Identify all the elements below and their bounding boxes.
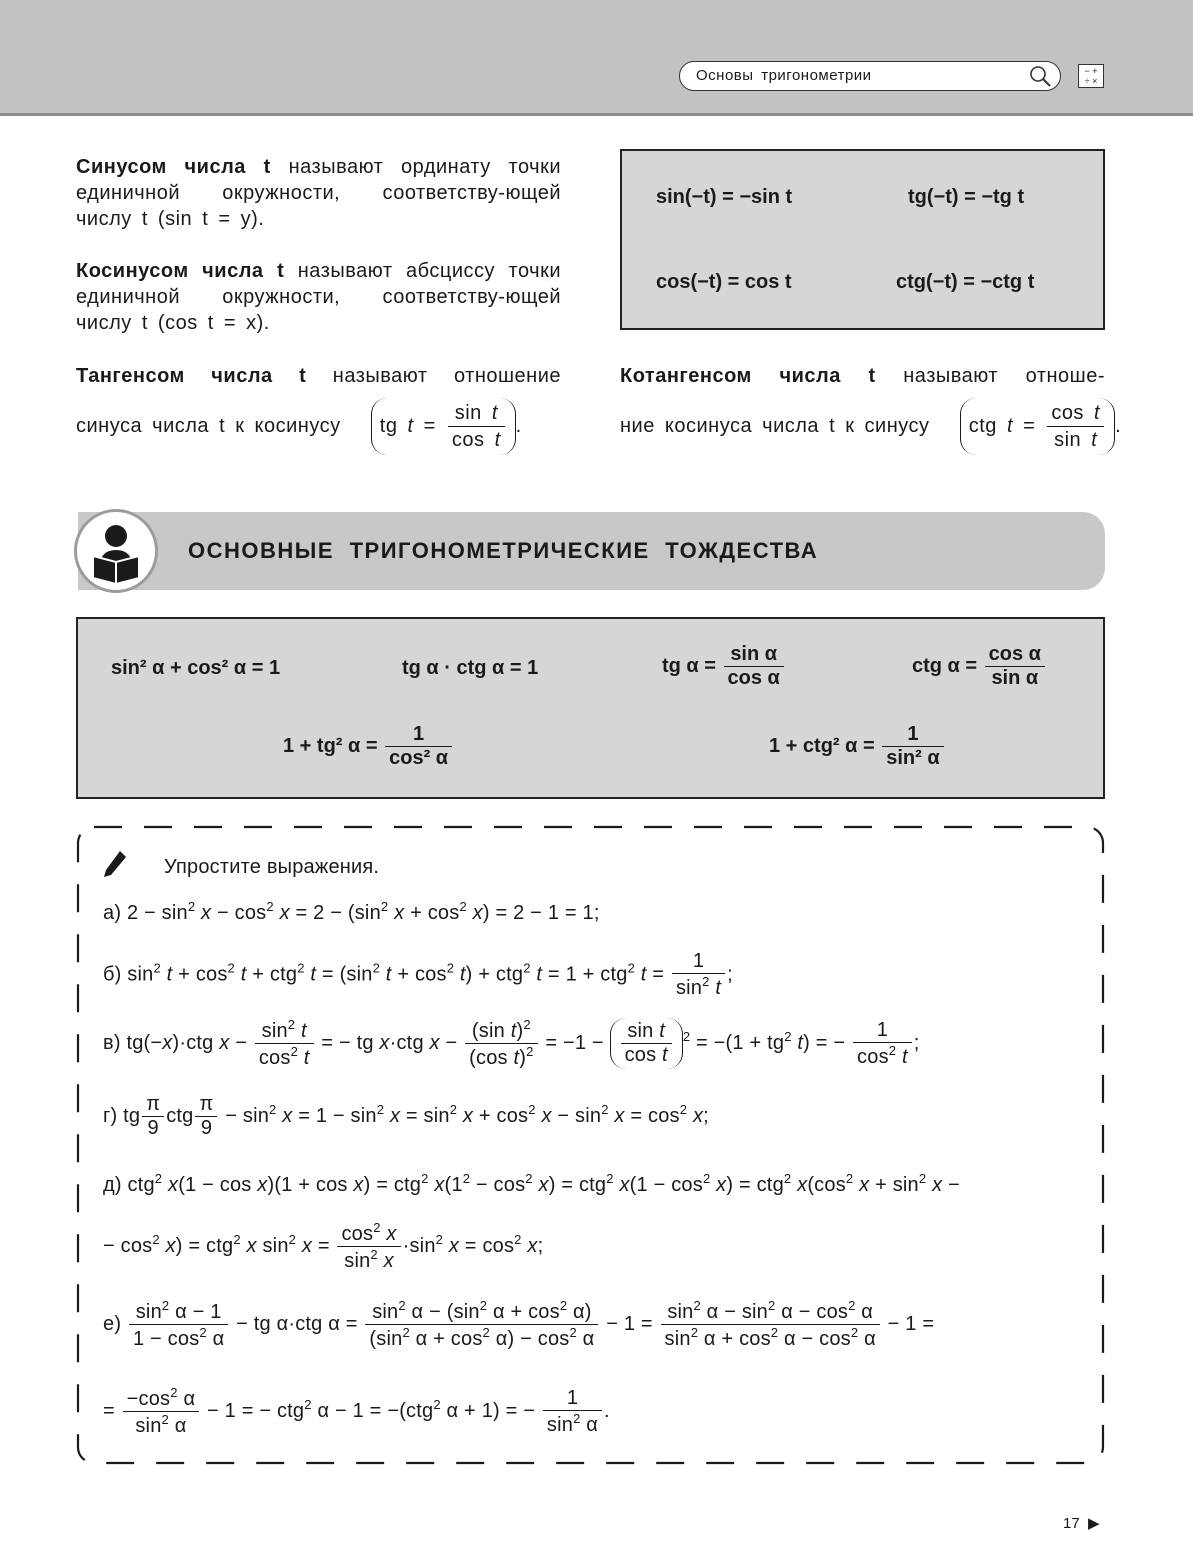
exercise-d: д) ctg$^2$ x(1 − cos x)(1 + cos x) = ctg$^2$ $x(1^2 - \cos^2 x) = ctg^2$ $x(1 - \cos^2 x) = ctg^2$ $x(\cos^2$ $x + \sin^2 x$ − — [103, 1171, 960, 1196]
tg-definition-2: синуса числа t к косинусу tg t = $\frac{\text{sin t}}{\text{cos t}}$ . — [76, 398, 576, 455]
identity-3: tg α = $\frac{\text{sin α}}{\text{cos α}}$ — [662, 643, 786, 690]
exercise-g: г) tg $\frac{\pi}{9}$ ctg $\frac{\pi}{9}$ − $\sin^2 x = 1 - \sin^2 x = \sin^2 x + \cos^2 x - \sin^2 x = \cos^2 x$; — [103, 1093, 709, 1139]
search-bar[interactable] — [679, 61, 1061, 91]
parity-cos: cos(−t) = cos t — [656, 271, 792, 293]
pencil-icon — [102, 849, 128, 879]
identities-box — [76, 617, 1105, 799]
page-number: 17 ▶ — [1063, 1515, 1100, 1532]
parity-tg: tg(−t) = −tg t — [908, 186, 1025, 208]
section-title: ОСНОВНЫЕ ТРИГОНОМЕТРИЧЕСКИЕ ТОЖДЕСТВА — [188, 538, 819, 563]
exercise-d-2: − $\cos^2 x) = ctg^2$ x $\sin^2 x$ = $\frac{\cos^2 x}{\sin^2 x}$ $\cdot\sin^2$ $x = \cos^2 x$; — [103, 1220, 544, 1272]
exercise-e: е) $\frac{\sin^2 \alpha - 1}{1 - \cos^2 \alpha}$ − tg α·ctg α = $\frac{\sin^2 \alpha - (\sin^2 \alpha + \cos^2 \alpha)}{(\sin^2 \alpha + \cos^2 \alpha) - \cos^2 \alpha}$ − 1 = $\frac{\sin^2 \alpha - \sin^2 \alpha - \cos^2 \alpha}{\sin^2 \alpha + \cos^2 \alpha - \cos^2 \alpha}$ − 1 = — [103, 1298, 935, 1350]
search-text: Основы тригонометрии — [696, 67, 872, 84]
sin-definition: Синусом числа t называют ординату точки единичной окружности, соответству-ющей числу t (sin t = y). — [76, 156, 561, 230]
reader-icon — [74, 509, 158, 593]
cos-definition: Косинусом числа t называют абсциссу точки единичной окружности, соответству-ющей числу t (cos t = x). — [76, 260, 561, 334]
identity-2: tg α · ctg α = 1 — [402, 657, 539, 679]
identity-4: ctg α = $\frac{\text{cos α}}{\text{sin α}}$ — [912, 643, 1047, 690]
exercise-b: б) $\sin^2 t + \cos^2 t + ctg^2$ $t = (\sin^2$ $t + \cos^2 t) + ctg^2$ t = 1 + ctg$^2$ t = $\frac{1}{\sin^2 t}$ ; — [103, 950, 733, 999]
calculator-icon[interactable]: − + ÷ × — [1078, 64, 1104, 88]
parity-sin: sin(−t) = −sin t — [656, 186, 793, 208]
tg-definition: Тангенсом числа t называют отношение — [76, 365, 562, 387]
top-bar — [0, 0, 1193, 116]
identity-1: sin² α + cos² α = 1 — [111, 657, 281, 679]
identity-6: 1 + ctg² α = $\frac{1}{\text{sin² α}}$ — [769, 723, 946, 770]
ctg-definition-2: ние косинуса числа t к синусу ctg t = $\frac{\text{cos t}}{\text{sin t}}$ . — [620, 398, 1140, 455]
task-title: Упростите выражения. — [164, 856, 380, 878]
search-icon[interactable] — [1028, 64, 1052, 88]
exercise-block — [76, 825, 1105, 1465]
exercise-a: а) $2 - \sin^2 x - \cos^2 x = 2 - (\sin^2$ $x + \cos^2 x) = 2 - 1 = 1$; — [103, 899, 600, 924]
parity-ctg: ctg(−t) = −ctg t — [896, 271, 1035, 293]
identity-5: 1 + tg² α = $\frac{1}{\text{cos² α}}$ — [283, 723, 454, 770]
ctg-definition: Котангенсом числа t называют отноше- — [620, 365, 1105, 387]
next-page-icon[interactable]: ▶ — [1088, 1515, 1100, 1532]
parity-box — [620, 149, 1105, 330]
exercise-v: в) tg(−x)·ctg x − $\frac{\sin^2 t}{\cos^2 t}$ = − tg x·ctg x − $\frac{(\sin t)^2}{(\cos t)^2}$ = −1 − $\frac{\text{sin t}}{\text{cos t}}$ $^2 = -(1 + tg^2$ t) = − $\frac{1}{\cos^2 t}$ ; — [103, 1017, 920, 1069]
tg-formula: tg t = $\frac{\text{sin t}}{\text{cos t}}$ — [371, 398, 516, 455]
exercise-e-2: = $\frac{-\cos^2 \alpha}{\sin^2 \alpha}$ − 1 = − ctg$^2$ α − 1 = −(ctg$^2$ α + 1) = − $\frac{1}{\sin^2 \alpha}$ . — [103, 1385, 610, 1437]
ctg-formula: ctg t = $\frac{\text{cos t}}{\text{sin t}}$ — [960, 398, 1115, 455]
